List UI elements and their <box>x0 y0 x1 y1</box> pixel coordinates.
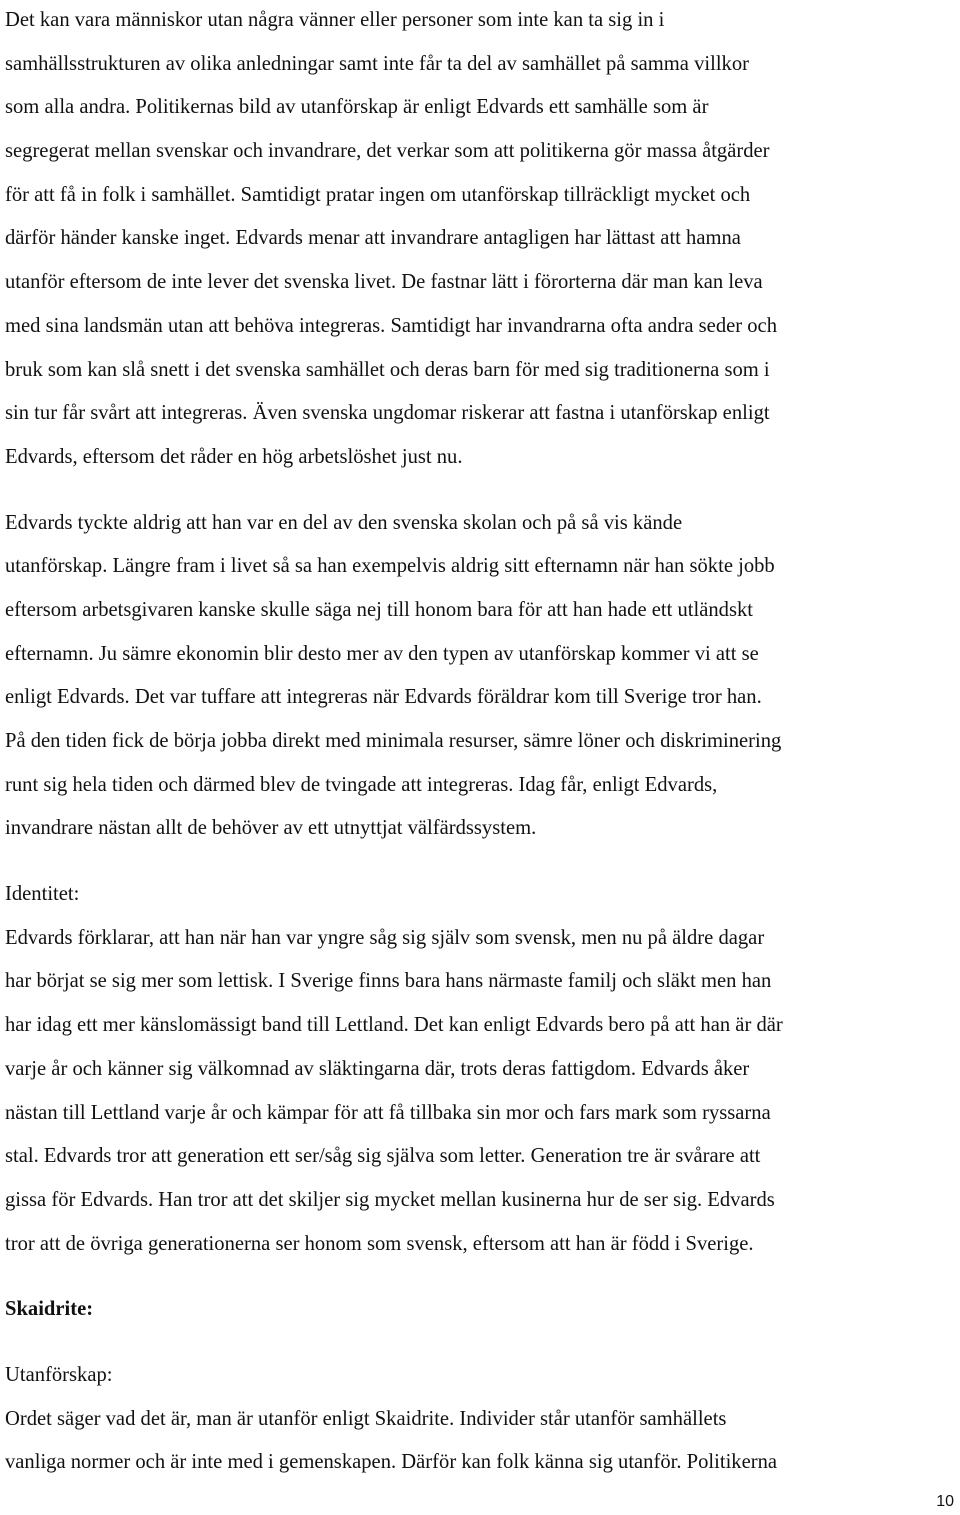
text-line: bruk som kan slå snett i det svenska samhället och deras barn för med sig traditionerna som i <box>5 358 770 381</box>
text-line: efternamn. Ju sämre ekonomin blir desto mer av den typen av utanförskap kommer vi att se <box>5 642 759 665</box>
paragraph-spacer <box>5 480 960 502</box>
text-line: varje år och känner sig välkomnad av släktingarna där, trots deras fattigdom. Edvards åker <box>5 1057 750 1080</box>
text-line: därför händer kanske inget. Edvards menar att invandrare antagligen har lättast att hamna <box>5 227 741 250</box>
text-line: stal. Edvards tror att generation ett ser/såg sig själva som letter. Generation tre är svårare att <box>5 1145 761 1168</box>
text-line: tror att de övriga generationerna ser honom som svensk, eftersom att han är född i Sverige. <box>5 1232 754 1255</box>
text-line: vanliga normer och är inte med i gemenskapen. Därför kan folk känna sig utanför. Politikerna <box>5 1451 778 1474</box>
text-line: segregerat mellan svenskar och invandrare, det verkar som att politikerna gör massa åtgärder <box>5 140 770 163</box>
page-number: 10 <box>936 1493 954 1510</box>
text-line: utanför eftersom de inte lever det svenska livet. De fastnar lätt i förorterna där man kan leva <box>5 271 763 294</box>
text-line: har börjat se sig mer som lettisk. I Sverige finns bara hans närmaste familj och släkt men han <box>5 970 772 993</box>
paragraph-spacer <box>5 1266 960 1288</box>
text-line: nästan till Lettland varje år och kämpar för att få tillbaka sin mor och fars mark som ryssarna <box>5 1101 771 1124</box>
section-heading-skaidrite: Skaidrite: <box>5 1298 94 1321</box>
text-line: utanförskap. Längre fram i livet så sa han exempelvis aldrig sitt efternamn när han sökte jobb <box>5 555 775 578</box>
text-line: har idag ett mer känslomässigt band till Lettland. Det kan enligt Edvards bero på att han är där <box>5 1014 783 1037</box>
text-line: med sina landsmän utan att behöva integreras. Samtidigt har invandrarna ofta andra seder och <box>5 314 777 337</box>
text-line: som alla andra. Politikernas bild av utanförskap är enligt Edvards ett samhälle som är <box>5 96 709 119</box>
text-line: eftersom arbetsgivaren kanske skulle säga nej till honom bara för att han hade ett utländskt <box>5 598 754 621</box>
subsection-heading-utanforskap: Utanförskap: <box>5 1363 113 1386</box>
text-line: Det kan vara människor utan några vänner eller personer som inte kan ta sig in i <box>5 9 665 31</box>
paragraph-utanforskap-politik <box>5 0 960 480</box>
text-line: Edvards förklarar, att han när han var yngre såg sig själv som svensk, men nu på äldre dagar <box>5 926 765 949</box>
text-line: gissa för Edvards. Han tror att det skiljer sig mycket mellan kusinerna hur de ser sig. Edvards <box>5 1188 775 1211</box>
text-line: Edvards, eftersom det råder en hög arbetslöshet just nu. <box>5 445 463 468</box>
text-line: samhällsstrukturen av olika anledningar samt inte får ta del av samhället på samma villkor <box>5 52 750 75</box>
text-line: På den tiden fick de börja jobba direkt med minimala resurser, sämre löner och diskriminering <box>5 730 782 752</box>
text-line: Edvards tyckte aldrig att han var en del av den svenska skolan och på så vis kände <box>5 511 683 534</box>
text-line: Ordet säger vad det är, man är utanför enligt Skaidrite. Individer står utanför samhällets <box>5 1407 727 1430</box>
paragraph-spacer <box>5 851 960 873</box>
text-line: enligt Edvards. Det var tuffare att integreras när Edvards föräldrar kom till Sverige tror han. <box>5 686 762 709</box>
document-page <box>5 0 960 1485</box>
text-line: runt sig hela tiden och därmed blev de tvingade att integreras. Idag får, enligt Edvards, <box>5 773 718 796</box>
text-line: sin tur får svårt att integreras. Även svenska ungdomar riskerar att fastna i utanförskap enligt <box>5 402 770 425</box>
paragraph-spacer <box>5 1332 960 1354</box>
paragraph-identitet <box>5 917 960 1267</box>
text-line: för att få in folk i samhället. Samtidigt pratar ingen om utanförskap tillräckligt mycket och <box>5 183 751 206</box>
paragraph-skaidrite-utanforskap <box>5 1398 960 1485</box>
section-heading-identitet: Identitet: <box>5 883 80 906</box>
paragraph-edvards-skola <box>5 502 960 852</box>
text-line: invandrare nästan allt de behöver av ett utnyttjat välfärdssystem. <box>5 817 537 840</box>
